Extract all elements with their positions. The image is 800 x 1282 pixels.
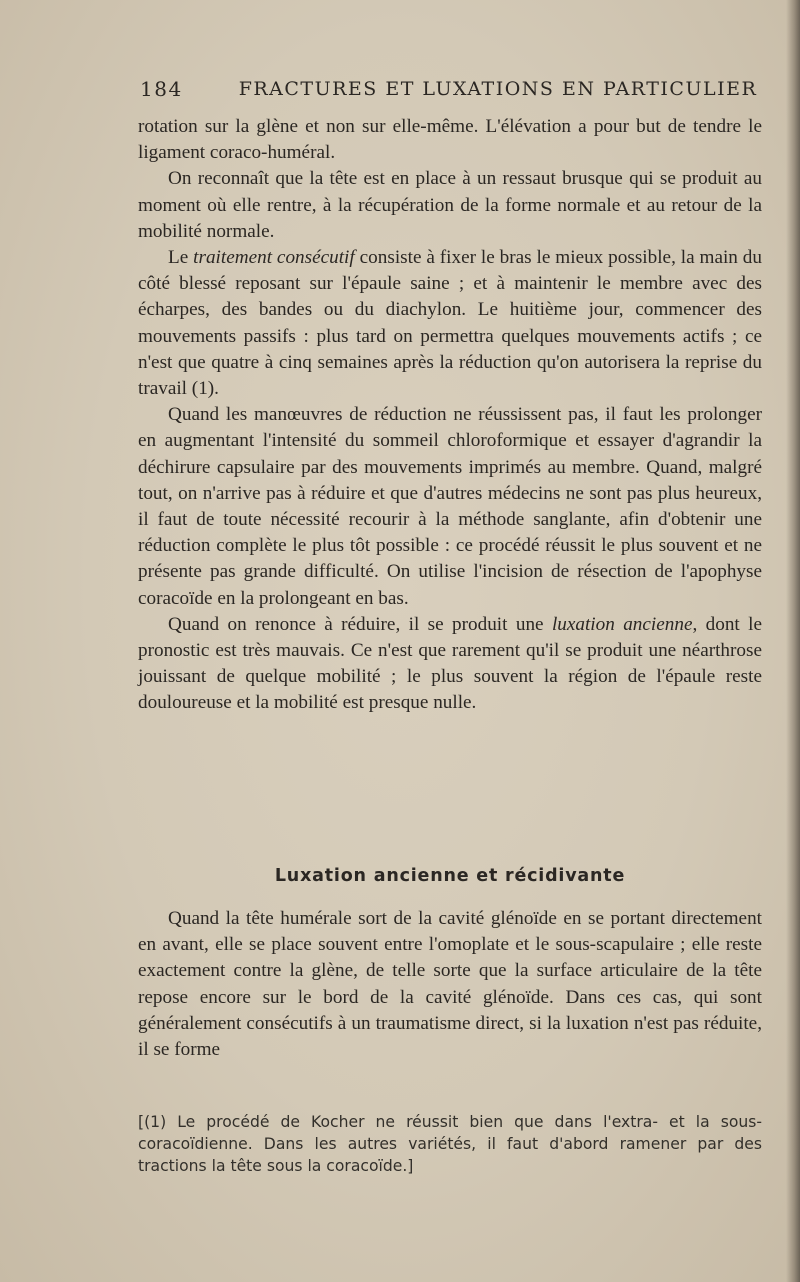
running-header [140,74,760,104]
italic-term: traitement consécutif [193,247,355,269]
paragraph-old-luxation: Quand on renonce à réduire, il se produit une luxation ancienne, dont le pronostic est très mauvais. Ce n'est que rarement qu'il se produit une néarthrose jouissant de quelque mobilité ; le plus souvent la région de l'épaule reste douloureuse et la mobilité est presque nulle. [138,613,762,714]
running-title: FRACTURES ET LUXATIONS EN PARTICULIER [238,78,758,100]
paragraph-treatment: Le traitement consécutif consiste à fixer le bras le mieux possible, la main du côté blessé reposant sur l'épaule saine ; et à maintenir le membre avec des écharpes, des bandes ou du diachylon. Le huitième jour, commencer des mouvements passifs : plus tard on permettra quelques mouvements actifs ; ce n'est que quatre à cinq semaines après la réduction qu'on autorisera la reprise du travail (1). [138,247,762,400]
paragraph-section: Quand la tête humérale sort de la cavité glénoïde en se portant directement en avant, elle se place souvent entre l'omoplate et le sous-scapulaire ; elle reste exactement contre la glène, de telle sorte que la surface articulaire de la tête repose encore sur le bord de la cavité glénoïde. Dans ces cas, qui sont généralement consécutifs à un traumatisme direct, si la luxation n'est pas réduite, il se forme [138,908,762,1061]
paragraph-continued: rotation sur la glène et non sur elle-même. L'élévation a pour but de tendre le ligament coraco-huméral. [138,116,762,164]
main-text [138,114,762,717]
section-text [138,906,762,1063]
page-number: 184 [140,77,183,101]
paragraph-failed-reduction: Quand les manœuvres de réduction ne réussissent pas, il faut les prolonger en augmentant l'intensité du sommeil chloroformique et essayer d'agrandir la déchirure capsulaire par des mouvements imprimés au membre. Quand, malgré tout, on n'arrive pas à réduire et que d'autres médecins ne sont pas plus heureux, il faut de toute nécessité recourir à la méthode sanglante, afin d'obtenir une réduction complète le plus tôt possible : ce procédé réussit le plus souvent et ne présente pas grande difficulté. On utilise l'incision de résection de l'apophyse coracoïde en la prolongeant en bas. [138,404,762,609]
section-heading: Luxation ancienne et récidivante [274,866,626,886]
footnote: [(1) Le procédé de Kocher ne réussit bien que dans l'extra- et la sous-coracoïdienne. Dans les autres variétés, il faut d'abord ramener par des tractions la tête sous la coracoïde.] [138,1113,762,1175]
page-edge-shadow [786,0,800,1282]
paragraph-reduction-sign: On reconnaît que la tête est en place à un ressaut brusque qui se produit au moment où elle rentre, à la récupération de la forme normale et au retour de la mobilité normale. [138,168,762,242]
italic-term: luxation ancienne [551,613,693,635]
